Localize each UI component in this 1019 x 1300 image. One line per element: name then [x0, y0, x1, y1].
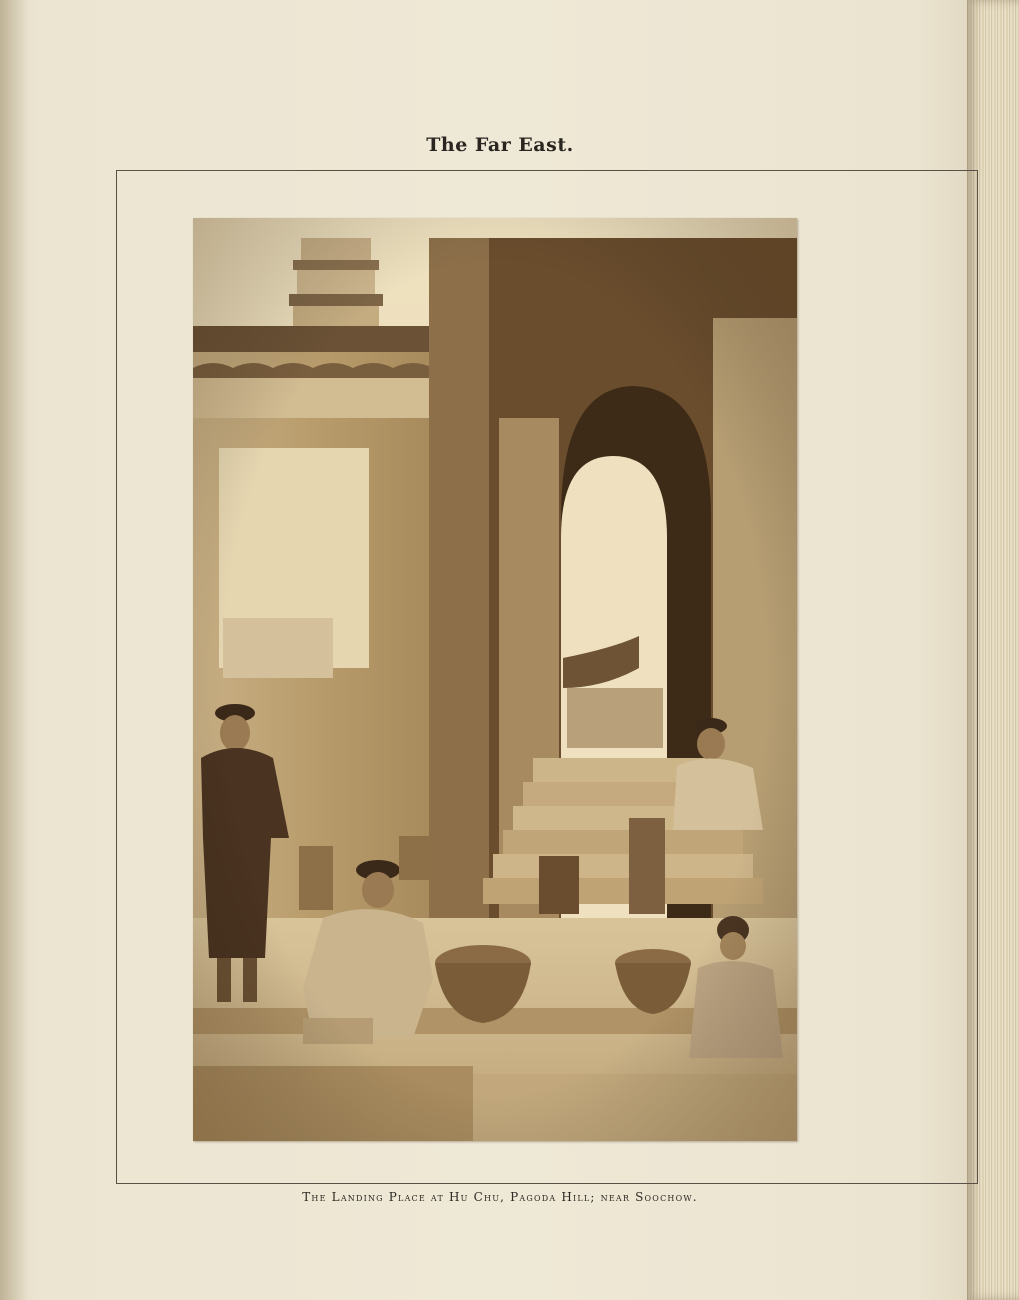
plate-caption: The Landing Place at Hu Chu, Pagoda Hill; near Soochow.: [302, 1190, 698, 1204]
book-gutter: [0, 0, 28, 1300]
albumen-photograph: [193, 218, 797, 1141]
running-head: The Far East.: [426, 134, 574, 156]
